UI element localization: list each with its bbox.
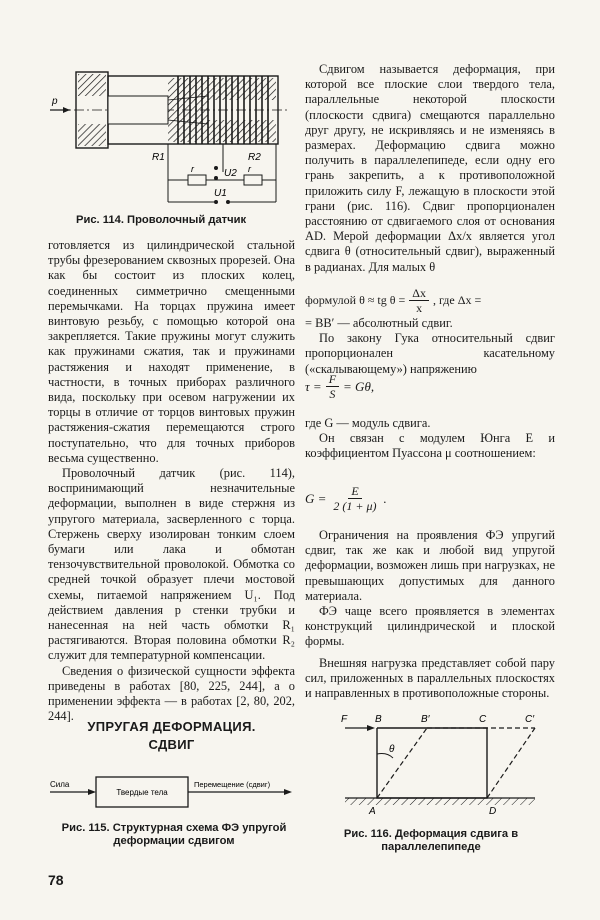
label-C: C — [479, 714, 487, 725]
formula-theta-numerator: Δx — [409, 286, 429, 301]
right-paragraph-5: Ограничения на проявления ФЭ упругий сдвиг, так же как и любой вид упругой деформации, возможен лишь при нагрузках, не превышающих допустимых для данного материала. — [305, 528, 555, 603]
right-paragraph-7: Внешняя нагрузка представляет собой пару сил, приложенных в параллельных плоскостях и направленных в противоположные стороны. — [305, 655, 555, 701]
figure-115 — [48, 765, 295, 815]
label-theta: θ — [389, 744, 395, 755]
block-diagram — [48, 765, 295, 815]
figure-116 — [305, 706, 555, 816]
figure-116-caption: Рис. 116. Деформация сдвига в параллелепипеде — [343, 828, 519, 853]
left-paragraph-2: Проволочный датчик (рис. 114), воспринимающий незначительные деформации, выполнен в виде стержня из упругого материала, засверленного с торца. Стержень сверху изолирован тонким слоем бумаги или лака и обмотан тензочувствительной проволокой. Обмотка со средней точкой образует плечи мостовой схемы, питаемой напряжением U₁. Под действием давления p стенки трубки и нанесенная на ней часть обмотки R₁ растягиваются. Вторая половина обмотки R₂ служит для температурной компенсации. — [48, 466, 295, 663]
block-label: Твердые тела — [116, 788, 168, 797]
formula-tau-fraction — [326, 372, 339, 401]
section-title-line-1: УПРУГАЯ ДЕФОРМАЦИЯ. — [87, 719, 256, 734]
left-paragraph-3: Сведения о физической сущности эффекта приведены в работах [80, 225, 244], а о применении эффекта — в работах [2, 80, 202, 244]. — [48, 663, 295, 724]
label-r-right: r — [248, 164, 251, 174]
label-p: p — [52, 96, 58, 107]
figure-114-caption: Рис. 114. Проволочный датчик — [76, 214, 247, 226]
right-paragraph-1: Сдвигом называется деформация, при которой все плоские слои твердого тела, параллельные некоторой плоскости (плоскости сдвига) смещаются параллельно друг другу, не искривляясь и не изменяясь в размерах. Деформацию сдвига можно получить в параллелепипеде, если одну его грань закрепить, а к противоположной приложить силу F, лежащую в плоскости этой грани (рис. 116). Сдвиг пропорционален расстоянию от сдвигаемого слоя от основания AD. Мерой деформации Δx/x является угол сдвига θ (относительный сдвиг), выраженный в радианах. Для малых θ — [305, 62, 555, 274]
formula-g — [305, 484, 387, 513]
section-heading — [48, 718, 295, 754]
formula-tau-rhs: = Gθ, — [343, 378, 375, 394]
formula-theta-lhs: формулой θ ≈ tg θ = — [305, 293, 406, 307]
label-R2: R2 — [248, 152, 261, 163]
right-paragraph-2: По закону Гука относительный сдвиг пропорционален касательному («скалывающему») напряжению — [305, 331, 555, 376]
label-U1: U1 — [214, 188, 227, 199]
formula-theta-fraction — [409, 286, 429, 315]
formula-g-rhs: . — [383, 490, 387, 506]
page-number: 78 — [48, 872, 64, 888]
formula-g-numerator: E — [348, 484, 361, 499]
right-paragraph-6: ФЭ чаще всего проявляется в элементах конструкций цилиндрической и плоской формы. — [305, 604, 555, 649]
label-U2: U2 — [224, 168, 237, 179]
figure-114 — [48, 62, 295, 212]
input-label: Сила — [50, 780, 70, 789]
shear-deformation-drawing — [305, 706, 555, 816]
label-F: F — [341, 714, 348, 725]
left-paragraph-1: готовляется из цилиндрической стальной трубы фрезерованием сквозных прорезей. Она как бы состоит из плоских колец, соединенных симметрично смещенными перемычками. На торцах пружина имеет винтовую резьбу, с помощью которой она закрепляется. Такие пружины могут служить как пружинами сжатия, так и пружинами растяжения и находят применение, в частности, в точных приборах различного вида, поскольку при осевом нагружении их торцы в отличие от торцов винтовых пружин растяжения-сжатия перемещаются строго поступательно, что для точных приборов весьма существенно. — [48, 238, 295, 465]
section-title-line-2: СДВИГ — [148, 737, 195, 752]
formula-tau-lhs: τ = — [305, 378, 322, 394]
formula-tau-numerator: F — [326, 372, 339, 387]
formula-g-lhs: G = — [305, 490, 327, 506]
right-paragraph-1-end: = BB′ — абсолютный сдвиг. — [305, 316, 453, 330]
formula-g-denominator: 2 (1 + μ) — [333, 499, 377, 513]
output-label: Перемещение (сдвиг) — [194, 780, 271, 789]
label-B-prime: B′ — [421, 714, 430, 725]
label-B: B — [375, 714, 382, 725]
label-C-prime: C′ — [525, 714, 535, 725]
label-D: D — [489, 806, 497, 816]
label-A: A — [369, 806, 376, 816]
formula-tau — [305, 372, 374, 401]
formula-theta-rhs: , где Δx = — [432, 293, 482, 307]
formula-tau-denominator: S — [329, 387, 336, 401]
formula-theta — [305, 286, 481, 315]
wire-sensor-drawing — [48, 62, 295, 212]
right-paragraph-4: Он связан с модулем Юнга E и коэффициентом Пуассона μ соотношением: — [305, 431, 555, 461]
label-R1: R1 — [152, 152, 165, 163]
formula-g-fraction — [330, 484, 379, 513]
right-paragraph-3: где G — модуль сдвига. — [305, 416, 431, 430]
figure-115-caption: Рис. 115. Структурная схема ФЭ упругой деформации сдвигом — [61, 822, 287, 847]
label-r-left: r — [191, 164, 194, 174]
formula-theta-denominator: x — [416, 301, 423, 315]
